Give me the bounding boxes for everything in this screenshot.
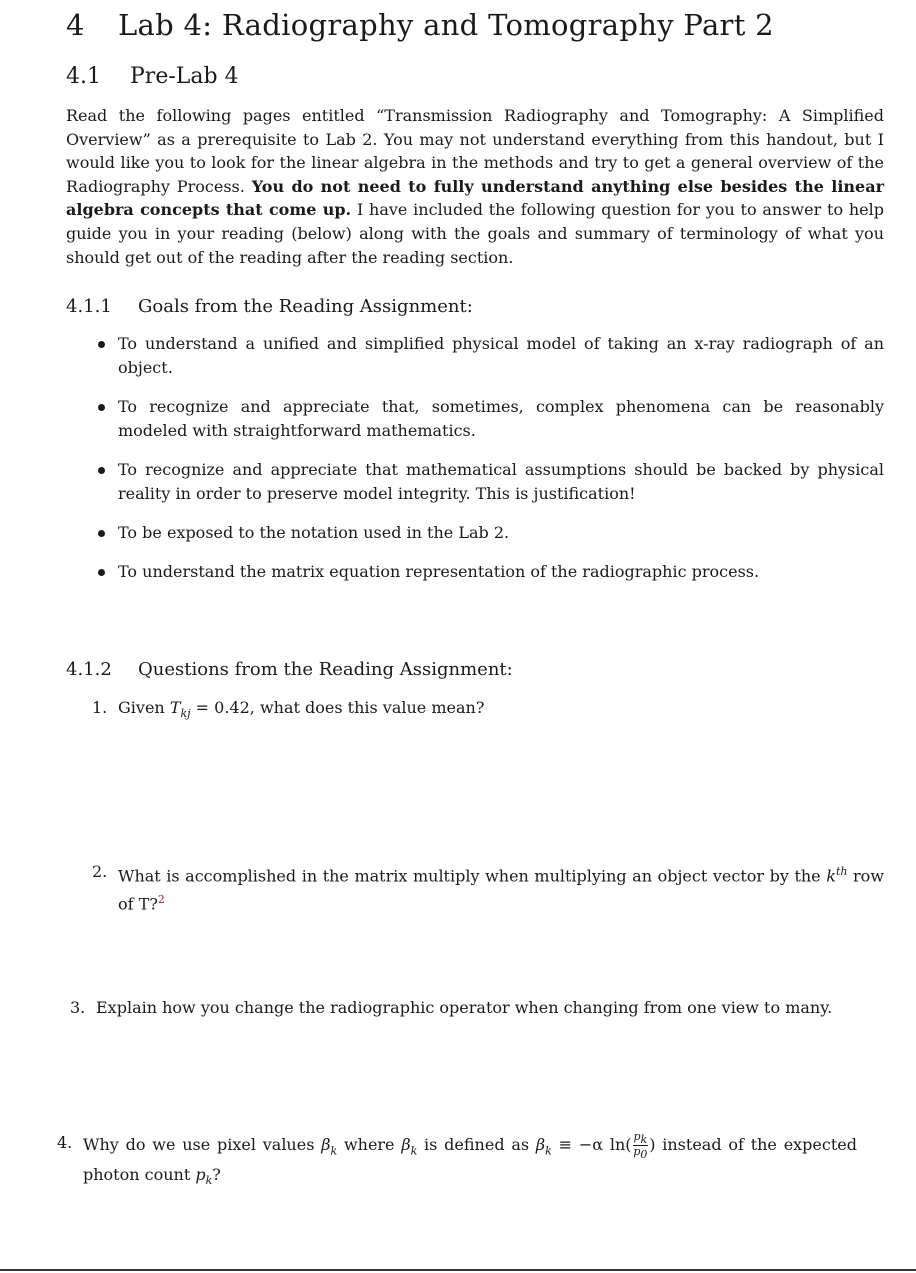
questions-number: 4.1.2 [66, 659, 112, 680]
bullet-icon [98, 569, 105, 576]
fraction: $\frac{p_k}{p_0}$ [633, 1130, 648, 1162]
question-number: 2. [92, 862, 108, 881]
question-text: Explain how you change the radiographic operator when changing from one view to many. [96, 998, 833, 1017]
questions-heading [66, 659, 513, 680]
question-text: Why do we use pixel values $\beta_k$ where $\beta_k$ is defined as $\beta_k \equiv -\alpha$ ln( $\frac{p_k}{p_0}$ ) instead of the expected photon count $p_k$? [83, 1130, 857, 1188]
question-2 [92, 860, 884, 917]
goals-list [92, 332, 884, 599]
intro-bold-text: You do not need to fully understand anything else besides the linear algebra concepts that come up. [66, 176, 885, 220]
question-1 [92, 696, 884, 726]
footnote-marker[interactable]: 2 [157, 893, 165, 907]
intro-paragraph [66, 104, 884, 269]
question-3 [70, 996, 884, 1020]
question-number: 3. [70, 998, 86, 1017]
list-item: To recognize and appreciate that mathematical assumptions should be backed by physical reality in order to preserve model integrity. This is justification! [92, 458, 884, 506]
list-item: To understand a unified and simplified physical model of taking an x-ray radiograph of an object. [92, 332, 884, 380]
intro-text-2: I have included the following question for you to answer to help guide you in your reading (below) along with the goals and summary of terminology of what you should get out of the reading after the reading section. [66, 200, 885, 267]
page-bottom-rule [0, 1269, 916, 1271]
chapter-title: Lab 4: Radiography and Tomography Part 2 [118, 8, 774, 42]
intro-text-1: Read the following pages entitled “Transmission Radiography and Tomography: A Simplified Overview” as a prerequisite to Lab 2. You may not understand everything from this handout, but I would like you to look for the linear algebra in the methods and try to get a general overview of the Radiography Process. [66, 106, 884, 196]
question-number: 1. [92, 698, 108, 717]
bullet-icon [98, 341, 105, 348]
list-item: To recognize and appreciate that, sometimes, complex phenomena can be reasonably modeled with straightforward mathematics. [92, 395, 884, 443]
goals-title: Goals from the Reading Assignment: [138, 296, 473, 317]
question-number: 4. [57, 1133, 73, 1152]
question-text: Given $T_{kj} = 0.42$, what does this value mean? [118, 698, 485, 721]
question-text: What is accomplished in the matrix multiply when multiplying an object vector by the $k^{th}$ row of T?$^2$ [118, 865, 885, 914]
list-item: To understand the matrix equation representation of the radiographic process. [92, 560, 884, 584]
section-title: Pre-Lab 4 [130, 64, 239, 89]
goals-number: 4.1.1 [66, 296, 112, 317]
bullet-icon [98, 530, 105, 537]
goals-heading [66, 296, 473, 317]
chapter-heading [66, 8, 774, 42]
question-4 [57, 1131, 857, 1194]
section-number: 4.1 [66, 64, 101, 89]
list-item: To be exposed to the notation used in the Lab 2. [92, 521, 884, 545]
chapter-number: 4 [66, 8, 85, 42]
bullet-icon [98, 467, 105, 474]
questions-title: Questions from the Reading Assignment: [138, 659, 513, 680]
section-heading [66, 64, 239, 89]
bullet-icon [98, 404, 105, 411]
